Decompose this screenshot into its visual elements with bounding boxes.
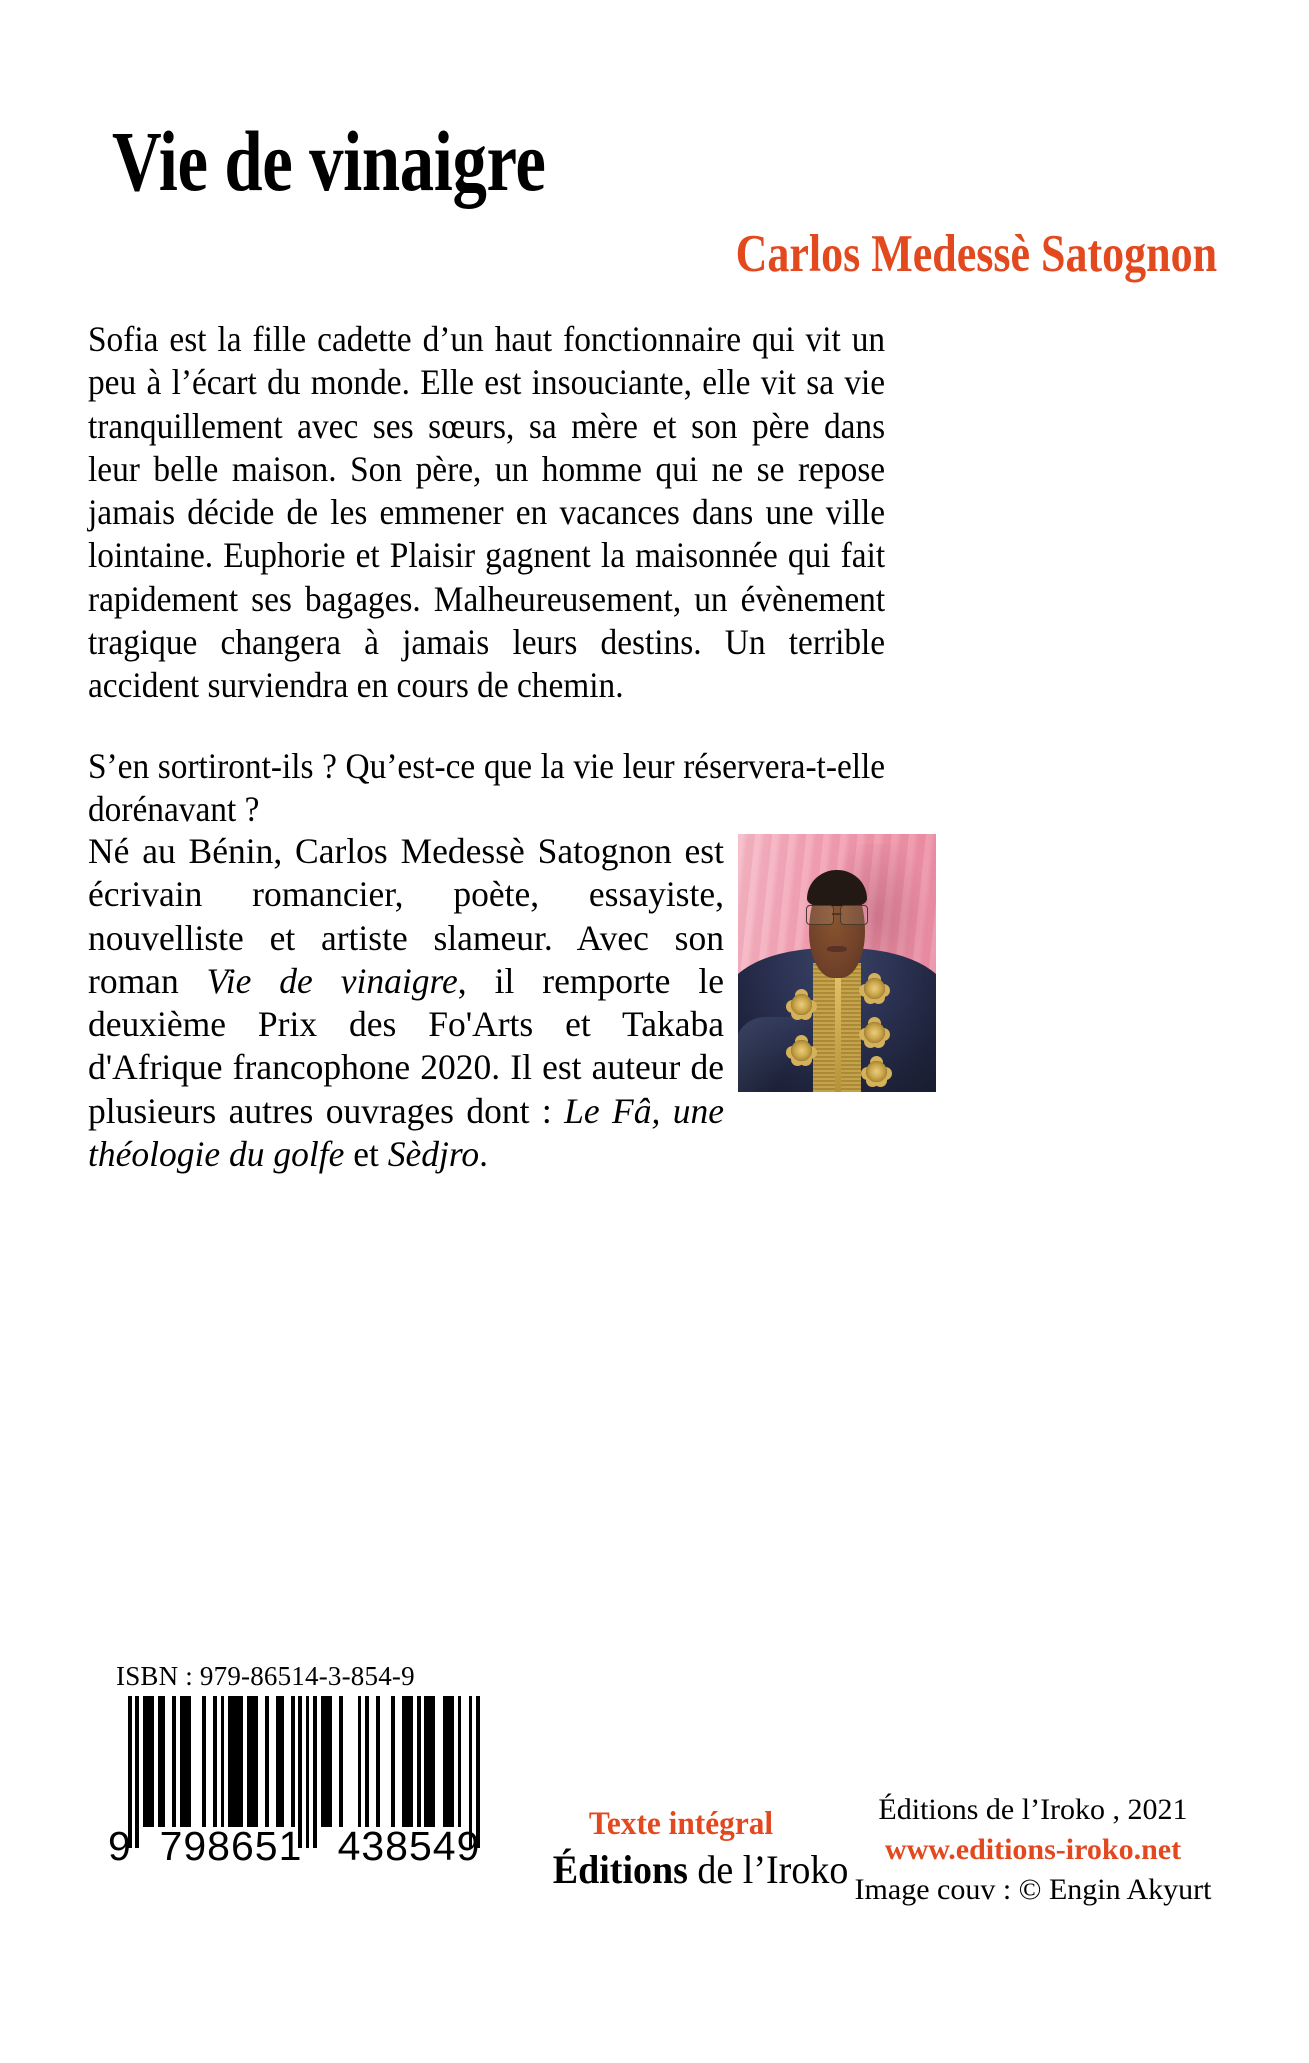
texte-integral-label: Texte intégral [588, 1806, 774, 1842]
imprint-name [552, 1847, 849, 1893]
author-photo [738, 834, 936, 1092]
photo-mouth [827, 946, 847, 952]
book-title: Vie de vinaigre [112, 113, 546, 209]
biography-block [88, 830, 936, 1176]
ean13-barcode [108, 1696, 498, 1870]
imprint-name-rest: de l’Iroko [687, 1847, 849, 1893]
barcode-bar [228, 1696, 243, 1827]
barcode-lead-digit: 9 [108, 1823, 132, 1870]
publisher-name-year: Éditions de l’Iroko , 2021 [878, 1793, 1188, 1826]
publisher-website-link[interactable]: www.editions-iroko.net [884, 1832, 1182, 1866]
imprint-name-bold: Éditions [552, 1847, 688, 1893]
bio-part-2: , il remporte le deuxième Prix des Fo'Arts et Takaba d'Afrique francophone 2020. Il est auteur de plusieurs autres ouvrages dont : [88, 960, 724, 1131]
bio-title-le-fa: Le Fâ, une théologie du golfe [88, 1090, 724, 1175]
synopsis-paragraph-1: Sofia est la fille cadette d’un haut fonctionnaire qui vit un peu à l’écart du monde. Elle est insouciante, elle vit sa vie tranquillement avec ses sœurs, sa mère et son père dans leur belle maison. Son père, un homme qui ne se repose jamais décide de les emmener en vacances dans une ville lointaine. Euphorie et Plaisir gagnent la maisonnée qui fait rapidement ses bagages. Malheureusement, un évènement tragique changera à jamais leurs destins. Un terrible accident surviendra en cours de chemin. [88, 319, 886, 706]
bio-part-3: et [344, 1134, 388, 1175]
barcode-bar [180, 1696, 191, 1827]
photo-glasses-left-lens [806, 905, 834, 925]
barcode-bar [424, 1696, 435, 1827]
author-name: Carlos Medessè Satognon [735, 225, 1217, 283]
cover-image-credit: Image couv : © Engin Akyurt [854, 1872, 1212, 1906]
barcode-bar [276, 1696, 283, 1827]
barcode-bar [143, 1696, 154, 1827]
photo-embroidery-flower [866, 1061, 887, 1082]
barcode-bar [443, 1696, 454, 1827]
isbn-barcode-block [108, 1660, 508, 1870]
photo-glasses-right-lens [840, 905, 868, 925]
synopsis-block [88, 318, 885, 831]
barcode-group-2: 438549 [337, 1823, 481, 1870]
photo-glasses [806, 905, 867, 923]
barcode-bar [402, 1696, 413, 1827]
synopsis-paragraph-2: S’en sortiront-ils ? Qu’est-ce que la vie leur réservera-t-elle dorénavant ? [88, 745, 886, 829]
bio-title-vie-de-vinaigre: Vie de vinaigre [206, 960, 458, 1001]
bio-part-4: . [479, 1134, 488, 1175]
photo-embroidery-flower [864, 978, 885, 999]
bio-title-sedjro: Sèdjro [387, 1134, 480, 1175]
imprint-center-block [546, 1806, 849, 1893]
barcode-group-1: 798651 [159, 1823, 303, 1870]
barcode-digits [108, 1823, 498, 1870]
barcode-bar [247, 1696, 258, 1827]
barcode-bar [158, 1696, 165, 1827]
publisher-block [833, 1790, 1233, 1910]
photo-embroidery-center [835, 973, 841, 1092]
barcode-bar [321, 1696, 332, 1827]
photo-embroidery-flower [791, 994, 812, 1015]
isbn-label: ISBN : 979-86514-3-854-9 [116, 1661, 415, 1691]
bio-part-1: Né au Bénin, Carlos Medessè Satognon est écrivain romancier, poète, essayiste, nouvelliste et artiste slameur. Avec son roman [88, 831, 724, 1001]
photo-embroidery-flower [864, 1022, 885, 1043]
